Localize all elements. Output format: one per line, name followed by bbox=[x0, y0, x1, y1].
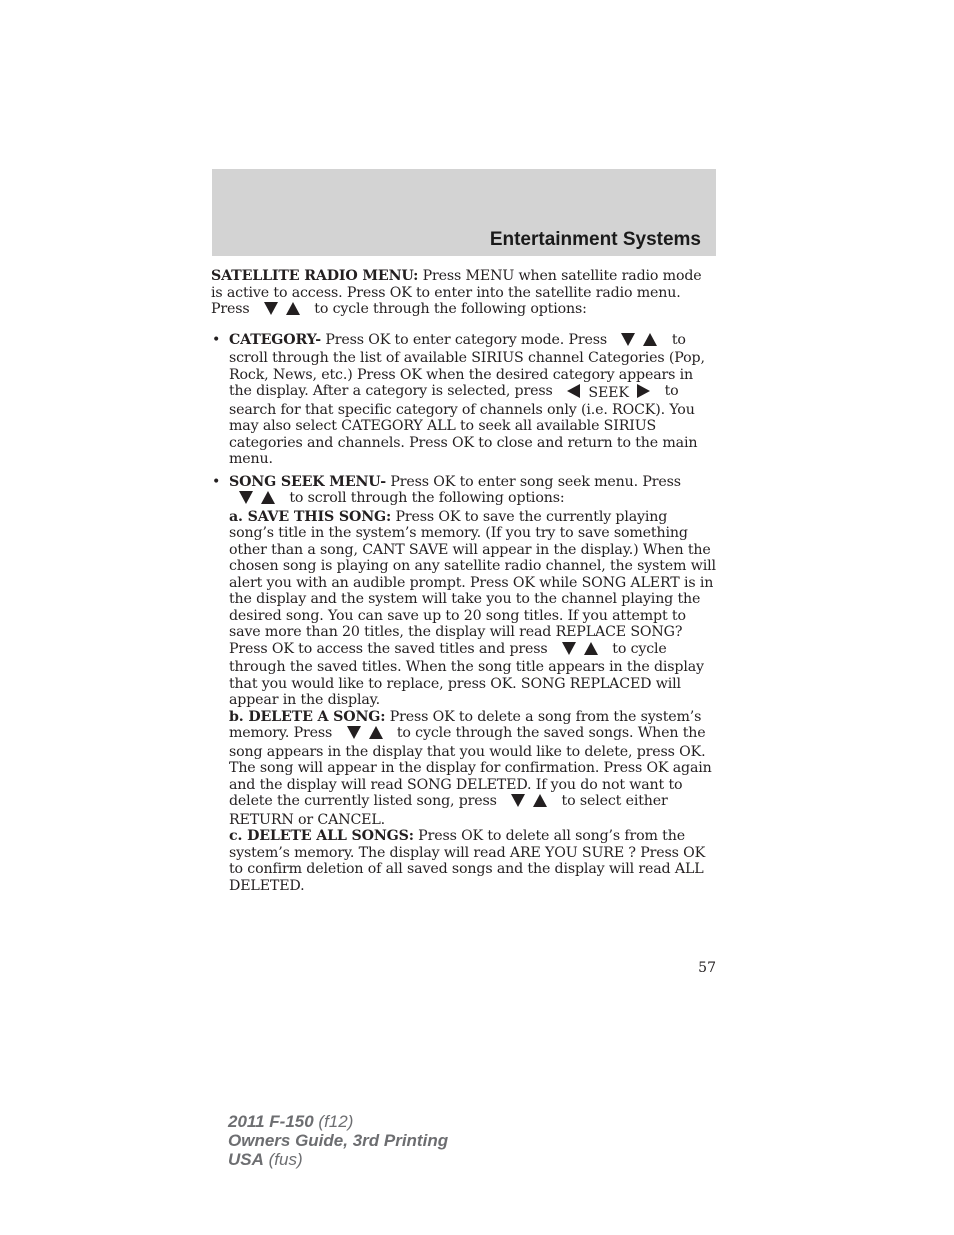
footer-region-code: (fus) bbox=[263, 1150, 303, 1169]
category-text-end: to search for that specific category of channels only (i.e. ROCK). You may also select CATEGORY ALL to seek all available SIRIUS categories and channels. Press OK to close and return to the main menu. bbox=[229, 383, 698, 467]
bullet-icon: • bbox=[212, 473, 221, 490]
arrow-up-icon bbox=[286, 302, 300, 315]
down-up-arrows bbox=[235, 491, 279, 509]
satellite-radio-menu-paragraph bbox=[211, 268, 716, 320]
delete-all-songs-paragraph bbox=[229, 828, 716, 894]
arrow-up-icon bbox=[369, 726, 383, 739]
arrow-up-icon bbox=[261, 491, 275, 504]
save-song-paragraph bbox=[229, 509, 716, 709]
intro-text-cont: to cycle through the following options: bbox=[314, 301, 587, 317]
list-item-song-seek bbox=[211, 474, 716, 895]
arrow-left-icon bbox=[567, 384, 580, 398]
delete-song-paragraph bbox=[229, 709, 716, 829]
song-seek-text-cont: to scroll through the following options: bbox=[289, 490, 565, 506]
song-seek-heading: SONG SEEK MENU- bbox=[229, 473, 387, 490]
footer-guide: Owners Guide, 3rd Printing bbox=[228, 1131, 449, 1150]
arrow-down-icon bbox=[562, 642, 576, 655]
arrow-down-icon bbox=[347, 726, 361, 739]
arrow-up-icon bbox=[533, 794, 547, 807]
down-up-arrows bbox=[343, 726, 387, 744]
category-heading: CATEGORY- bbox=[229, 331, 321, 348]
arrow-up-icon bbox=[584, 642, 598, 655]
arrow-right-icon bbox=[637, 384, 650, 398]
arrow-down-icon bbox=[239, 491, 253, 504]
save-song-text-cont: to cycle through the saved titles. When the song title appears in the display that you would like to replace, press OK. SONG REPLACED will appear in the display. bbox=[229, 640, 704, 708]
arrow-down-icon bbox=[511, 794, 525, 807]
footer-model: 2011 F-150 bbox=[228, 1112, 314, 1131]
delete-song-text-cont: to cycle through the saved songs. When the song appears in the display that you would like to delete, press OK. The song will appear in the display for confirmation. Press OK again and the display will read SONG DELETED. If you do not want to delete the currently listed song, press bbox=[229, 725, 712, 809]
satellite-radio-menu-heading: SATELLITE RADIO MENU: bbox=[211, 268, 419, 284]
footer-guide-line bbox=[228, 1131, 448, 1150]
section-title: Entertainment Systems bbox=[489, 229, 701, 250]
footer-model-line bbox=[228, 1112, 448, 1131]
seek-control bbox=[563, 384, 654, 402]
delete-song-heading: b. DELETE A SONG: bbox=[229, 708, 386, 725]
category-text: Press OK to enter category mode. Press bbox=[320, 331, 608, 348]
delete-song-text: Press OK to delete a song from the system’s memory. Press bbox=[229, 708, 702, 741]
footer-model-code: (f12) bbox=[313, 1112, 354, 1131]
section-header-band bbox=[212, 169, 716, 256]
footer-edition-info bbox=[228, 1112, 448, 1169]
seek-label: SEEK bbox=[588, 385, 629, 401]
arrow-down-icon bbox=[621, 333, 635, 346]
footer-region-line bbox=[228, 1150, 448, 1169]
arrow-down-icon bbox=[264, 302, 278, 315]
page-number: 57 bbox=[698, 960, 716, 976]
down-up-arrows bbox=[260, 302, 304, 320]
delete-all-songs-text: Press OK to delete all song’s from the system’s memory. The display will read ARE YOU SURE ? Press OK to confirm deletion of all saved songs and the display will read ALL DELETED. bbox=[229, 828, 706, 894]
page-content bbox=[211, 268, 716, 900]
delete-all-songs-heading: c. DELETE ALL SONGS: bbox=[229, 828, 414, 844]
save-song-text: Press OK to save the currently playing song’s title in the system’s memory. (If you try to save something other than a song, CANT SAVE will appear in the display.) When the chosen song is playing on any satellite radio channel, the system will alert you with an audible prompt. Press OK while SONG ALERT is in the display and the system will take you to the channel playing the desired song. You can save up to 20 song titles. If you attempt to save more than 20 titles, the display will read REPLACE SONG? Press OK to access the saved titles and press bbox=[229, 508, 716, 657]
bullet-icon: • bbox=[212, 331, 221, 348]
song-seek-text: Press OK to enter song seek menu. Press bbox=[386, 473, 681, 490]
category-text-cont: to scroll through the list of available SIRIUS channel Categories (Pop, Rock, News, etc.) Press OK when the desired category appears in the display. After a category is selected, press bbox=[229, 331, 705, 399]
delete-song-text-end: to select either RETURN or CANCEL. bbox=[229, 793, 668, 828]
intro-text: Press MENU when satellite radio mode is active to access. Press OK to enter into the satellite radio menu. Press bbox=[211, 268, 702, 317]
down-up-arrows bbox=[507, 794, 551, 812]
footer-region: USA bbox=[228, 1150, 264, 1169]
down-up-arrows bbox=[558, 642, 602, 660]
save-song-heading: a. SAVE THIS SONG: bbox=[229, 508, 392, 525]
list-item-category bbox=[211, 332, 716, 468]
down-up-arrows bbox=[617, 333, 661, 351]
arrow-up-icon bbox=[643, 333, 657, 346]
